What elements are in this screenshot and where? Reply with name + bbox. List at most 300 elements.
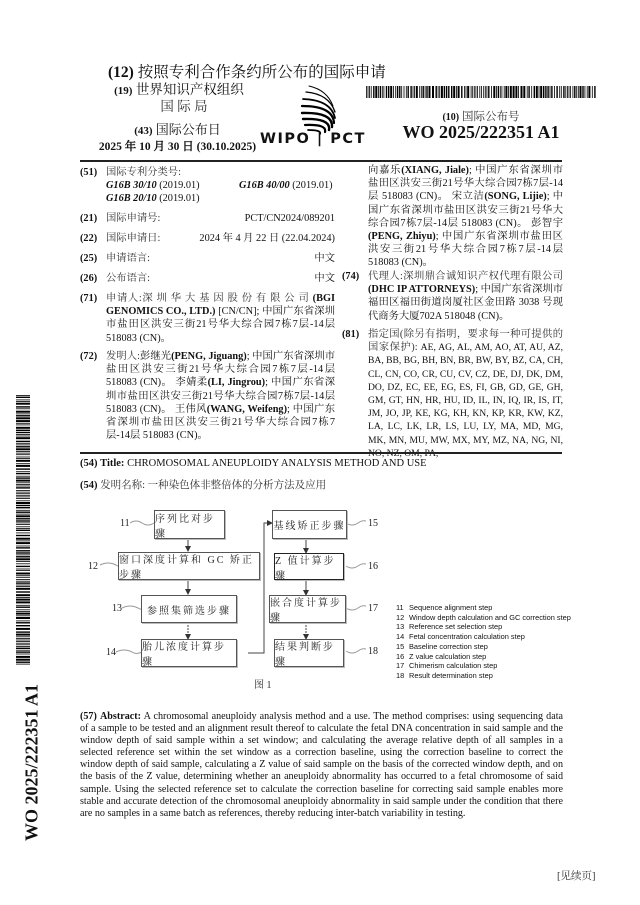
barcode-bar [570, 86, 571, 98]
barcode-bar [16, 613, 30, 615]
barcode-bar [545, 86, 546, 98]
barcode-bar [16, 597, 30, 598]
barcode-bar [16, 599, 30, 601]
barcode-bar [16, 417, 30, 419]
inventor-6-en: (PENG, Zhiyu) [368, 231, 436, 243]
field-designated-states [342, 328, 563, 460]
barcode-bar [16, 588, 30, 590]
pub-no-code: (10) [442, 112, 460, 123]
barcode-bar [559, 86, 560, 98]
agent-label: 代理人: [368, 271, 403, 282]
barcode-bar [16, 415, 30, 416]
step-num-14: 14 [106, 647, 116, 658]
inventors-code: (72) [80, 351, 98, 362]
barcode-bar [453, 86, 455, 98]
abstract-code: (57) [80, 711, 97, 722]
barcode-bar [513, 86, 515, 98]
title-zh-text: 一种染色体非整倍体的分析方法及应用 [147, 480, 327, 491]
barcode-bar [16, 482, 30, 483]
barcode-bar [493, 86, 495, 98]
barcode-bar [401, 86, 402, 98]
barcode-bar [16, 631, 30, 632]
legend-num: 12 [396, 612, 405, 622]
barcode-bar [16, 601, 30, 603]
barcode-bar [414, 86, 415, 98]
legend-text: Fetal concentration calculation step [409, 632, 525, 642]
barcode-bar [16, 566, 30, 567]
field-filing-lang [80, 252, 335, 265]
barcode-bar [523, 86, 525, 98]
barcode-bar [16, 648, 30, 649]
barcode-bar [16, 650, 30, 651]
inventor-1-en: (PENG, Jiguang) [171, 351, 247, 362]
inventors-label: 发明人: [106, 351, 140, 362]
barcode-bar [540, 86, 542, 98]
barcode-bar [16, 401, 30, 402]
barcode-bar [563, 86, 564, 98]
designated-label: 指定国(除另有指明，要求每一种可提供的国家保护): [368, 329, 563, 354]
barcode-bar [594, 86, 595, 98]
barcode-bar [534, 86, 535, 98]
legend-num: 14 [396, 632, 405, 642]
barcode-bar [366, 86, 367, 98]
title-code: (12) [108, 64, 134, 81]
barcode-bar [588, 86, 590, 98]
barcode-bar [515, 86, 517, 98]
inventor-4-en: (XIANG, Jiale) [401, 165, 469, 176]
barcode-bar [528, 86, 529, 98]
barcode-bar [16, 643, 30, 644]
figure-caption: 图 1 [254, 680, 272, 691]
barcode-bar [16, 526, 30, 527]
barcode-bar [16, 493, 30, 494]
applicant-code: (71) [80, 293, 98, 304]
barcode-bar [487, 86, 488, 98]
barcode-bar [16, 403, 30, 405]
barcode-bar [16, 397, 30, 398]
org-code: (19) [114, 85, 133, 97]
barcode-bar [16, 463, 30, 464]
app-date-label: 国际申请日: [106, 233, 161, 244]
inventor-2-en: (LI, Jingrou) [207, 377, 266, 389]
barcode-bar [585, 86, 586, 98]
barcode-bar [554, 86, 555, 98]
barcode-bar [547, 86, 548, 98]
inventor-6-zh: 彭智宇 [531, 217, 563, 229]
abstract [80, 711, 563, 820]
barcode-bar [521, 86, 523, 98]
ipc-code: (51) [80, 167, 98, 178]
barcode-bar [16, 550, 30, 551]
barcode-bar [483, 86, 484, 98]
filing-lang-code: (25) [80, 253, 98, 264]
barcode-bar [368, 86, 369, 98]
barcode-bar [16, 654, 30, 655]
step-box-15: 基线矫正步骤 [272, 510, 347, 539]
barcode-bar [16, 575, 30, 576]
barcode-bar [16, 423, 30, 424]
barcode-bar [16, 628, 30, 630]
step-num-16: 16 [368, 561, 378, 572]
legend-num: 15 [396, 641, 405, 651]
barcode-bar [16, 476, 30, 477]
barcode-bar [561, 86, 562, 98]
barcode-bar [496, 86, 497, 98]
barcode-bar [16, 487, 30, 488]
barcode-bar [485, 86, 486, 98]
barcode-bar [16, 477, 30, 478]
barcode-bar [467, 86, 469, 98]
barcode-bar [16, 640, 30, 641]
barcode-bar [16, 484, 30, 485]
legend-num: 11 [396, 603, 404, 612]
divider-top [80, 160, 562, 162]
barcode-bar [551, 86, 552, 98]
barcode-bar [16, 558, 30, 560]
barcode-bar [479, 86, 480, 98]
legend-item [396, 632, 571, 642]
inventor-2-addr: ; 中国广东省深圳市盐田区洪安三街21号华大综合园7栋7层-14层 518083 (CN)。 [106, 377, 335, 415]
pub-lang-label: 公布语言: [106, 273, 151, 284]
barcode-bar [580, 86, 582, 98]
barcode-bar [16, 547, 30, 548]
inventor-2-zh: 李婧柔 [175, 377, 208, 389]
barcode-bar [16, 460, 30, 462]
ipc-class-3: G16B 20/10 [106, 193, 157, 205]
barcode-bar [16, 579, 30, 580]
barcode-bar [436, 86, 437, 98]
barcode-bar [476, 86, 477, 98]
barcode-bar [16, 411, 30, 413]
inventor-1-addr: ; 中国广东省深圳市盐田区洪安三街21号华大综合园7栋7层-14层 518083 (CN)。 [106, 351, 335, 389]
barcode-bar [16, 582, 30, 583]
barcode-bar [16, 400, 30, 401]
barcode-bar [16, 563, 30, 564]
figure-legend [396, 603, 571, 681]
barcode-bar [16, 436, 30, 437]
designated-states: AE, AG, AL, AM, AO, AT, AU, AZ, BA, BB, BG, BH, BN, BR, BW, BY, BZ, CA, CH, CL, CN, CO, CR, CU, CV, CZ, DE, DJ, DK, DM, DO, DZ, EC, EE, EG, ES, FI, GB, GD, GE, GH, GM, GT, HN, HR, HU, ID, IL, IN, IQ, IR, IS, IT, JM, JO, JP, KE, KG, KH, KN, KP, KR, KW, KZ, LA, LC, LK, LR, LS, LU, LY, MA, MD, MG, MK, MN, MU, MW, MX, MY, MZ, NA, NG, NI, [368, 342, 563, 446]
barcode-bar [16, 454, 30, 455]
barcode-bar [399, 86, 400, 98]
barcode-bar [16, 441, 30, 442]
barcode-bar [16, 520, 30, 521]
barcode-bar [16, 480, 30, 482]
leader-11 [130, 521, 154, 525]
barcode-bar [16, 555, 30, 556]
applicant-label: 申请人: [106, 293, 142, 304]
barcode-bar [408, 86, 409, 98]
barcode-bar [384, 86, 385, 98]
title-english [80, 458, 427, 469]
barcode-bar [16, 659, 30, 661]
barcode-bar [16, 448, 30, 450]
barcode-bar [16, 622, 30, 623]
barcode-bar [16, 445, 30, 446]
barcode-bar [461, 86, 462, 98]
barcode-bar [16, 515, 30, 517]
field-app-no [80, 212, 335, 225]
barcode-bar [406, 86, 407, 98]
barcode-bar [16, 535, 30, 536]
abstract-text: A chromosomal aneuploidy analysis method and a use. The method comprises: using sequencing data of a sample to be tested and an alignment result thereof to calculate the fetal DNA concentration in said sample and the window depth of said sample within a set window; and calculating the average relative depth of all samples in a selected reference set within the set window as a correction baseline, using the correction baseline to correct the window depth of said sample, calculating a Z value of said sample on the basis of the corrected window depth, and on the basis of the Z value, determining whether an aneuploidy abnormality has occurred to a fetal chromosome of said sample. Using the selected reference set to calculate the correction baseline for correcting said sample enables more stable and accurate detection of the chromosomal aneuploidy abnormality in said sample under the condition that there are no samples in a same batch as references, thereby reducing inter-batch variability in testing. [80, 711, 563, 819]
barcode-bar [16, 656, 30, 658]
field-applicant [80, 292, 335, 345]
barcode-bar [16, 468, 30, 469]
legend-item [396, 622, 571, 632]
barcode-bar [425, 86, 426, 98]
legend-num: 18 [396, 670, 405, 680]
step-num-15: 15 [368, 518, 378, 529]
barcode-bar [16, 451, 30, 452]
barcode-bar [448, 86, 449, 98]
step-box-16: Z 值计算步骤 [274, 553, 344, 580]
barcode-bar [16, 541, 30, 542]
barcode-bar [429, 86, 431, 98]
leader-15 [346, 521, 366, 525]
step-box-11: 序列比对步骤 [154, 510, 225, 539]
barcode-bar [574, 86, 575, 98]
inventors-continued [368, 164, 563, 270]
continued-note: [见续页] [557, 871, 596, 882]
barcode-side [16, 395, 30, 665]
barcode-bar [16, 507, 30, 508]
legend-item [396, 603, 571, 613]
barcode-bar [500, 86, 501, 98]
app-no-value: PCT/CN2024/089201 [244, 213, 335, 224]
barcode-bar [16, 546, 30, 547]
inventor-6-addr: ; 中国广东省深圳市盐田区洪安三街21号华大综合园7栋7层-14层 518083 (CN)。 [368, 231, 563, 269]
barcode-bar [16, 518, 30, 519]
ipc-ver-3: (2019.01) [159, 193, 200, 205]
wipo-org-block [104, 82, 254, 115]
barcode-bar [16, 641, 30, 642]
barcode-bar [404, 86, 405, 98]
barcode-bar [423, 86, 424, 98]
inventor-4-addr: ; 中国广东省深圳市盐田区洪安三街21号华大综合园7栋7层-14层 518083 (CN)。 [368, 165, 563, 203]
barcode-bar [472, 86, 473, 98]
pub-number: WO 2025/222351 A1 [402, 122, 560, 142]
field-pub-lang [80, 272, 335, 285]
barcode-bar [16, 465, 30, 467]
barcode-bar [505, 86, 507, 98]
barcode-bar [388, 86, 389, 98]
barcode-bar [16, 510, 30, 511]
barcode-bar [16, 471, 30, 472]
filing-lang-value: 中文 [314, 253, 335, 264]
agent-name-en: (DHC IP ATTORNEYS) [368, 284, 476, 296]
barcode-bar [16, 427, 30, 429]
barcode-bar [510, 86, 512, 98]
step-num-12: 12 [88, 561, 98, 572]
barcode-bar [16, 486, 30, 487]
barcode-bar [16, 490, 30, 491]
barcode-bar [16, 644, 30, 645]
barcode-bar [543, 86, 544, 98]
title-en-text: CHROMOSOMAL ANEUPLOIDY ANALYSIS METHOD AND USE [127, 458, 427, 469]
barcode-bar [488, 86, 489, 98]
step-num-13: 13 [112, 603, 122, 614]
pub-date-code: (43) [134, 125, 153, 137]
ipc-ver-2: (2019.01) [292, 180, 333, 192]
legend-num: 16 [396, 651, 405, 661]
legend-text: Window depth calculation and GC correction step [409, 612, 571, 622]
barcode-bar [16, 651, 30, 652]
field-agent [342, 270, 563, 323]
barcode-bar [16, 577, 30, 578]
legend-text: Chimerism calculation step [409, 661, 498, 671]
barcode-bar [16, 581, 30, 582]
barcode-bar [16, 573, 30, 575]
barcode-bar [16, 615, 30, 616]
legend-text: Baseline correction step [409, 641, 488, 651]
barcode-bar [16, 569, 30, 570]
barcode-bar [16, 495, 30, 496]
barcode-bar [502, 86, 503, 98]
org-name: 世界知识产权组织 [135, 82, 244, 97]
title-text: 按照专利合作条约所公布的国际申请 [137, 64, 386, 81]
step-num-11: 11 [120, 518, 130, 529]
inventor-5-zh: 宋立洁 [451, 191, 485, 203]
barcode-bar [16, 556, 30, 557]
barcode-bar [373, 86, 374, 98]
applicant-name-en: (BGI GENOMICS CO., LTD.) [106, 293, 335, 318]
barcode-bar [527, 86, 528, 98]
barcode-bar [539, 86, 540, 98]
inventor-4-zh: 向嘉乐 [368, 165, 402, 176]
arrow-14-15 [248, 523, 272, 653]
pub-lang-value: 中文 [314, 273, 335, 284]
barcode-bar [592, 86, 593, 98]
app-no-label: 国际申请号: [106, 213, 161, 224]
barcode-bar [386, 86, 387, 98]
divider-mid [80, 452, 562, 454]
barcode-bar [16, 530, 30, 531]
barcode-bar [16, 586, 30, 587]
barcode-bar [565, 86, 566, 98]
barcode-bar [441, 86, 443, 98]
step-box-12: 窗口深度计算和 GC 矫正步骤 [118, 552, 260, 580]
barcode-bar [16, 591, 30, 592]
legend-item [396, 613, 571, 623]
barcode-bar [16, 617, 30, 619]
barcode-bar [16, 443, 30, 444]
document-title [108, 60, 608, 82]
barcode-bar [16, 636, 30, 637]
barcode-bar [16, 432, 30, 433]
barcode-bar [16, 570, 30, 571]
barcode-bar [16, 446, 30, 447]
ipc-label: 国际专利分类号: [106, 167, 181, 178]
step-box-14: 胎儿浓度计算步骤 [141, 639, 237, 667]
barcode-bar [16, 406, 30, 407]
barcode-bar [471, 86, 472, 98]
barcode-bar [371, 86, 372, 98]
pub-date-label: 国际公布日 [155, 122, 221, 137]
title-zh-code: (54) [80, 480, 98, 491]
barcode-bar [567, 86, 568, 98]
barcode-bar [16, 437, 30, 439]
legend-text: Z value calculation step [409, 651, 487, 661]
app-no-code: (21) [80, 213, 98, 224]
barcode-bar [390, 86, 392, 98]
barcode-bar [451, 86, 452, 98]
agent-address: ; 中国广东省深圳市福田区福田街道岗厦社区金田路 3038 号现代商务大厦702A 518048 (CN)。 [368, 284, 563, 322]
agent-name-zh: 深圳鼎合诚知识产权代理有限公司 [402, 271, 563, 282]
pub-date-block [90, 122, 265, 155]
barcode-bar [16, 611, 30, 612]
barcode-bar [416, 86, 418, 98]
barcode-top [366, 86, 596, 98]
barcode-bar [369, 86, 370, 98]
app-date-code: (22) [80, 233, 98, 244]
field-app-date [80, 232, 335, 245]
barcode-bar [16, 523, 30, 524]
barcode-bar [16, 425, 30, 426]
barcode-bar [498, 86, 499, 98]
barcode-bar [444, 86, 445, 98]
barcode-bar [582, 86, 583, 98]
barcode-bar [16, 500, 30, 501]
filing-lang-label: 申请语言: [106, 253, 151, 264]
ipc-class-2: G16B 40/00 [239, 180, 290, 192]
legend-item [396, 671, 571, 681]
leader-18 [346, 649, 366, 653]
barcode-bar [419, 86, 420, 98]
inventor-5-addr: ; 中国广东省深圳市盐田区洪安三街21号华大综合园7栋7层-14层 518083 (CN)。 [368, 191, 564, 229]
leader-17 [346, 606, 366, 610]
barcode-bar [16, 473, 30, 474]
step-box-18: 结果判断步骤 [274, 639, 344, 667]
barcode-bar [481, 86, 482, 98]
barcode-bar [16, 395, 30, 396]
legend-text: Reference set selection step [409, 622, 503, 632]
barcode-bar [16, 542, 30, 544]
step-box-13: 参照集筛选步骤 [141, 595, 237, 623]
barcode-bar [426, 86, 427, 98]
barcode-bar [393, 86, 394, 98]
barcode-bar [550, 86, 551, 98]
barcode-bar [16, 505, 30, 506]
designated-code: (81) [342, 329, 360, 340]
legend-item [396, 652, 571, 662]
barcode-bar [464, 86, 465, 98]
ipc-class-1: G16B 30/10 [106, 180, 157, 192]
barcode-bar [458, 86, 460, 98]
legend-item [396, 642, 571, 652]
barcode-bar [573, 86, 574, 98]
barcode-bar [569, 86, 570, 98]
barcode-bar [16, 434, 30, 435]
barcode-bar [531, 86, 532, 98]
leader-14 [116, 650, 142, 654]
inventor-3-addr: ; 中国广东省深圳市盐田区洪安三街21号华大综合园7栋7层-14层 518083 (CN)。 [106, 403, 335, 442]
title-en-label: Title: [100, 458, 125, 469]
agent-code: (74) [342, 271, 360, 282]
inventor-3-en: (WANG, Weifeng) [206, 403, 288, 415]
title-en-code: (54) [80, 458, 98, 469]
title-chinese [80, 477, 326, 492]
field-ipc [80, 166, 335, 206]
barcode-bar [397, 86, 398, 98]
barcode-bar [16, 414, 30, 415]
barcode-bar [508, 86, 509, 98]
step-box-17: 嵌合度计算步骤 [269, 595, 346, 623]
abstract-label: Abstract: [100, 711, 141, 722]
barcode-bar [456, 86, 457, 98]
barcode-bar [421, 86, 422, 98]
applicant-address: [CN/CN]; 中国广东省深圳市盐田区洪安三街21号华大综合园7栋7层-14层 518083 (CN)。 [106, 306, 336, 344]
barcode-bar [477, 86, 478, 98]
